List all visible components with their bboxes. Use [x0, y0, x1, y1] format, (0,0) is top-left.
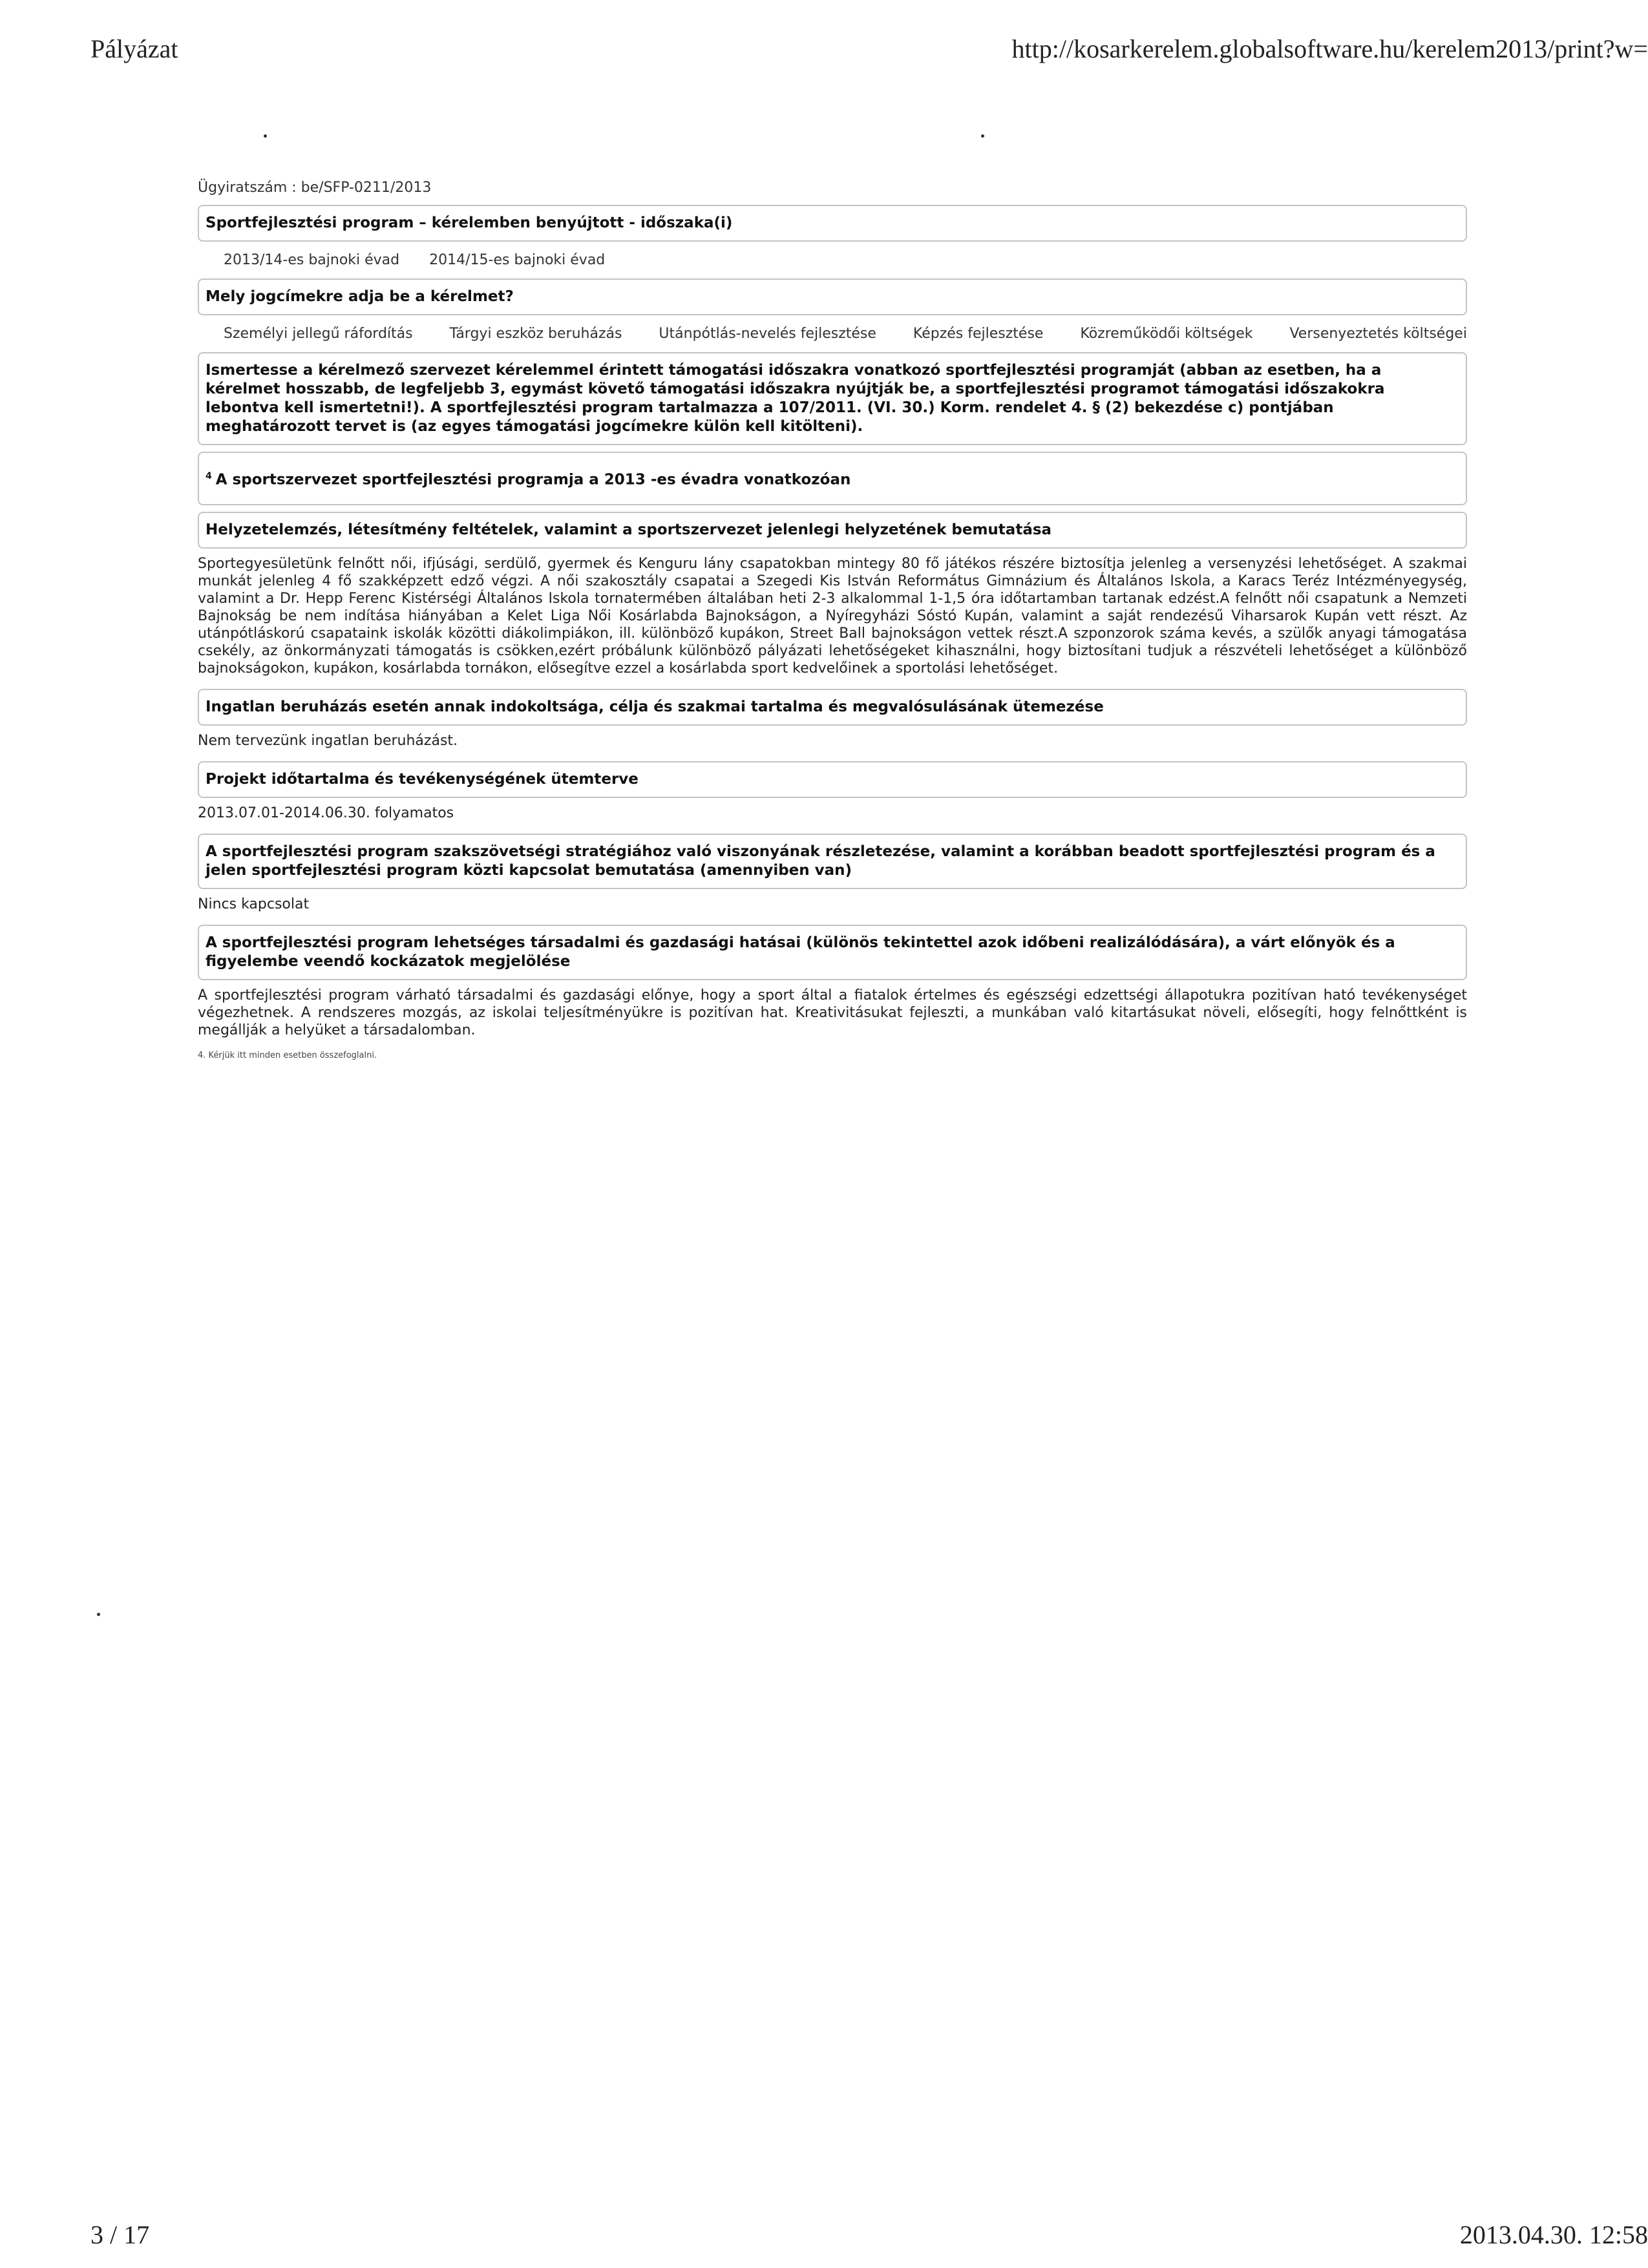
title-item: Tárgyi eszköz beruházás — [449, 326, 622, 342]
period-heading: Sportfejlesztési program – kérelemben benyújtott - időszaka(i) — [198, 205, 1467, 242]
titles-list — [198, 322, 1467, 347]
scan-speck — [264, 134, 267, 138]
title-item: Közreműködői költségek — [1080, 326, 1253, 342]
section-heading-schedule: Projekt időtartalma és tevékenységének ütemterve — [198, 761, 1467, 798]
scan-speck — [981, 134, 984, 138]
section-body-situation: Sportegyesületünk felnőtt női, ifjúsági, serdülő, gyermek és Kenguru lány csapatokban mintegy 80 fő játékos részére biztosítja jelenleg a versenyzési lehetőséget. A szakmai munkát jelenleg 4 fő szakképzett edző végzi. A női szakosztály csapatai a Szegedi Kis István Református Gimnázium és Általános Iskola, a Karacs Teréz Intézményegység, valamint a Dr. Hepp Ferenc Kistérségi Általános Iskola tornatermében általában heti 2-3 alkalommal 1-1,5 óra időtartamban tartanak edzést.A felnőtt női csapatunk a Nemzeti Bajnokság be nem indítása hiányában a Kelet Liga Női Kosárlabda Bajnokságon, a Nyíregyházi Sóstó Kupán, valamint a saját rendezésű Viharsarok Kupán vett részt. Az utánpótláskorú csapataink iskolák közötti diákolimpiákon, ill. különböző kupákon, Street Ball bajnokságon vettek részt.A szponzorok száma kevés, a szülők anyagi támogatása csekély, az önkormányzati támogatás is csökken,ezért próbálunk különböző pályázati lehetőségeket kihasználni, hogy biztosítani tudjuk a részvételi lehetőséget a különböző bajnokságokon, kupákon, kosárlabda tornákon, elősegítve ezzel a kosárlabda sport kedvelőinek a sportolási lehetőséget. — [198, 555, 1467, 677]
section-body-real-estate: Nem tervezünk ingatlan beruházást. — [198, 732, 458, 749]
print-timestamp: 2013.04.30. 12:58 — [1459, 2220, 1648, 2249]
season-heading — [198, 452, 1467, 505]
scan-speck — [97, 1613, 100, 1616]
title-item: Képzés fejlesztése — [913, 326, 1044, 342]
period-list — [198, 248, 1467, 273]
title-item: Versenyeztetés költségei — [1289, 326, 1467, 342]
section-body-schedule: 2013.07.01-2014.06.30. folyamatos — [198, 804, 454, 821]
application-form — [198, 180, 1467, 1060]
section-body-impact: A sportfejlesztési program várható társadalmi és gazdasági előnye, hogy a sport által a fiatalok értelmes és egészségi edzettségi állapotukra pozitívan ható tevékenységet végezhetnek. A rendszeres mozgás, az iskolai teljesítményükre is pozitívan hat. Kreativitásukat fejleszti, a munkában való kitartásukat növeli, elősegíti, hogy felnőttként is megállják a helyüket a társadalomban. — [198, 987, 1467, 1038]
title-item: Személyi jellegű ráfordítás — [224, 326, 413, 342]
footnote: 4. Kérjük itt minden esetben összefoglalni. — [198, 1050, 377, 1060]
instructions-box: Ismertesse a kérelmező szervezet kérelemmel érintett támogatási időszakra vonatkozó sportfejlesztési programját (abban az esetben, ha a kérelmet hosszabb, de legfeljebb 3, egymást követő támogatási időszakra nyújtják be, a sportfejlesztési programot támogatási időszakokra lebontva kell ismertetni!). A sportfejlesztési program tartalmazza a 107/2011. (VI. 30.) Korm. rendelet 4. § (2) bekezdése c) pontjában meghatározott tervet is (az egyes támogatási jogcímekre külön kell kitölteni). — [198, 352, 1467, 445]
section-body-strategy: Nincs kapcsolat — [198, 896, 310, 912]
footnote-reference: 4 — [206, 471, 212, 481]
section-heading-real-estate: Ingatlan beruházás esetén annak indokoltsága, célja és szakmai tartalma és megvalósulásának ütemezése — [198, 689, 1467, 726]
case-number: Ügyiratszám : be/SFP-0211/2013 — [198, 180, 432, 196]
season-heading-text: A sportszervezet sportfejlesztési programja a 2013 -es évadra vonatkozóan — [215, 471, 851, 488]
print-page-title: Pályázat — [90, 34, 178, 63]
section-heading-impact: A sportfejlesztési program lehetséges társadalmi és gazdasági hatásai (különös tekintettel azok időbeni realizálódására), a várt előnyök és a figyelembe veendő kockázatok megjelölése — [198, 925, 1467, 980]
page-number: 3 / 17 — [90, 2220, 150, 2249]
section-heading-strategy: A sportfejlesztési program szakszövetségi stratégiához való viszonyának részletezése, valamint a korábban beadott sportfejlesztési program és a jelen sportfejlesztési program közti kapcsolat bemutatása (amennyiben van) — [198, 834, 1467, 889]
titles-heading: Mely jogcímekre adja be a kérelmet? — [198, 278, 1467, 315]
print-page-url: http://kosarkerelem.globalsoftware.hu/kerelem2013/print?w= — [1011, 34, 1648, 63]
print-footer — [0, 2220, 1648, 2258]
title-item: Utánpótlás-nevelés fejlesztése — [659, 326, 876, 342]
period-item: 2013/14-es bajnoki évad — [224, 252, 400, 268]
print-header — [0, 34, 1648, 72]
period-item: 2014/15-es bajnoki évad — [429, 252, 606, 268]
section-heading-situation: Helyzetelemzés, létesítmény feltételek, valamint a sportszervezet jelenlegi helyzetének bemutatása — [198, 512, 1467, 549]
